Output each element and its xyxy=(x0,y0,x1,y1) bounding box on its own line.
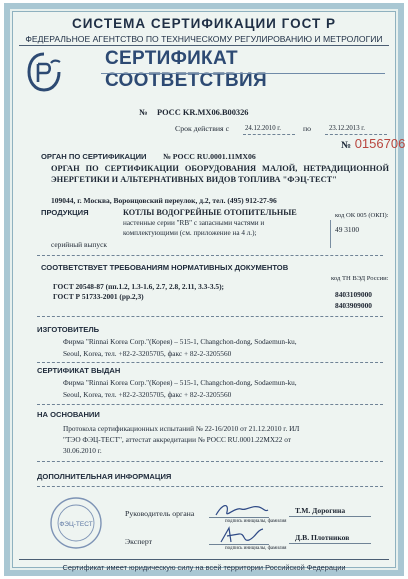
legal-validity-footer: Сертификат имеет юридическую силу на всей территории Российской Федерации xyxy=(62,563,346,572)
tn-ved-code-1: 8403109000 xyxy=(335,290,372,299)
section-divider xyxy=(37,461,383,462)
certification-body-label: ОРГАН ПО СЕРТИФИКАЦИИ xyxy=(41,152,147,161)
expert-signature-icon xyxy=(217,524,267,546)
manufacturer-label: ИЗГОТОВИТЕЛЬ xyxy=(37,325,100,334)
basis-label: НА ОСНОВАНИИ xyxy=(37,410,100,419)
section-divider xyxy=(37,316,383,317)
product-release: серийный выпуск xyxy=(51,240,107,249)
signature-caption: подпись инициалы, фамилия xyxy=(225,546,287,551)
manufacturer-line-2: Seoul, Korea, тел. +82-2-3205705, факс + 82-2-3205560 xyxy=(63,349,232,358)
expert-name: Д.В. Плотников xyxy=(295,533,350,542)
manufacturer-line-1: Фирма "Rinnai Korea Corp."(Корея) – 515-1, Changchon-dong, Sodaemun-ku, xyxy=(63,337,297,346)
head-of-body-name: Т.М. Дорогина xyxy=(295,506,346,515)
tn-ved-label: код ТН ВЭД России: xyxy=(331,275,389,282)
date-underline xyxy=(243,134,295,135)
section-divider xyxy=(37,362,383,363)
additional-info-label: ДОПОЛНИТЕЛЬНАЯ ИНФОРМАЦИЯ xyxy=(37,472,172,481)
date-underline xyxy=(325,134,387,135)
valid-to-date: 23.12.2013 г. xyxy=(329,125,366,132)
serial-value: 0156706 xyxy=(354,136,406,151)
okp-label: код ОК 005 (ОКП): xyxy=(335,212,389,219)
gost-r-logo-icon xyxy=(27,52,61,92)
requirements-line-1: ГОСТ 20548-87 (пп.1.2, 1.3-1.6, 2.7, 2.8, 2.11, 3.3-3.5); xyxy=(53,282,224,291)
section-divider xyxy=(37,255,383,256)
footer-rule xyxy=(19,559,389,560)
agency-header: ФЕДЕРАЛЬНОЕ АГЕНТСТВО ПО ТЕХНИЧЕСКОМУ РЕГУЛИРОВАНИЮ И МЕТРОЛОГИИ xyxy=(25,34,383,44)
requirements-label: СООТВЕТСТВУЕТ ТРЕБОВАНИЯМ НОРМАТИВНЫХ ДОКУМЕНТОВ xyxy=(41,263,289,272)
requirements-line-2: ГОСТ Р 51733-2001 (рр.2,3) xyxy=(53,292,144,301)
certification-system-header: СИСТЕМА СЕРТИФИКАЦИИ ГОСТ Р xyxy=(71,16,336,31)
serial-number xyxy=(341,136,405,151)
basis-line-2: "ТЭО ФЭЦ-ТЕСТ", аттестат аккредитации № РОСС RU.0001.22МХ22 от xyxy=(63,435,291,444)
section-divider xyxy=(37,404,383,405)
basis-line-3: 30.06.2010 г. xyxy=(63,446,102,455)
section-divider xyxy=(37,486,383,487)
head-signature-icon xyxy=(213,500,271,520)
validity-label: Срок действия с xyxy=(175,124,230,133)
certification-body-name: ОРГАН ПО СЕРТИФИКАЦИИ ОБОРУДОВАНИЯ МАЛОЙ, НЕТРАДИЦИОННОЙ ЭНЕРГЕТИКИ И АЛЬТЕРНАТИВНЫХ ВИДОВ ТОПЛИВА "ФЭЦ-ТЕСТ" xyxy=(51,164,389,184)
certificate-frame xyxy=(4,3,404,576)
valid-to-label: по xyxy=(303,124,312,133)
header-rule xyxy=(19,45,389,46)
valid-from-date: 24.12.2010 г. xyxy=(245,125,282,132)
name-line xyxy=(289,543,371,544)
serial-prefix: № xyxy=(341,140,352,151)
issued-to-line-2: Seoul, Korea, тел. +82-2-3205705, факс + 82-2-3205560 xyxy=(63,390,232,399)
issued-to-line-1: Фирма "Rinnai Korea Corp."(Корея) – 515-1, Changchon-dong, Sodaemun-ku, xyxy=(63,378,297,387)
tn-ved-code-2: 8403909000 xyxy=(335,301,372,310)
certificate-title: СЕРТИФИКАТ СООТВЕТСТВИЯ xyxy=(105,48,267,91)
product-name: КОТЛЫ ВОДОГРЕЙНЫЕ ОТОПИТЕЛЬНЫЕ xyxy=(123,208,297,217)
product-details: настенные серии "RB" с запасными частями и комплектующими (см. приложение на 4 л.); xyxy=(123,219,265,237)
product-label: ПРОДУКЦИЯ xyxy=(41,208,89,217)
certification-body-number: № РОСС RU.0001.11МХ06 xyxy=(163,152,256,161)
registration-number: РОСС KR.МХ06.В00326 xyxy=(157,108,249,117)
expert-label: Эксперт xyxy=(125,537,153,546)
official-seal-icon xyxy=(49,496,103,550)
registration-number-prefix: № xyxy=(139,108,148,117)
signature-caption: подпись инициалы, фамилия xyxy=(225,519,287,524)
title-rule xyxy=(101,73,385,74)
certificate-body xyxy=(12,11,406,572)
okp-code: 49 3100 xyxy=(335,225,360,234)
head-of-body-label: Руководитель органа xyxy=(125,509,195,518)
basis-line-1: Протокола сертификационных испытаний № 22-16/2010 от 21.12.2010 г. ИЛ xyxy=(63,424,300,433)
name-line xyxy=(289,516,371,517)
certification-body-address: 109044, г. Москва, Воронцовский переулок, д.2, тел. (495) 912-27-96 xyxy=(51,196,277,205)
seal-text: ФЭЦ-ТЕСТ xyxy=(59,521,93,528)
issued-to-label: СЕРТИФИКАТ ВЫДАН xyxy=(37,366,121,375)
